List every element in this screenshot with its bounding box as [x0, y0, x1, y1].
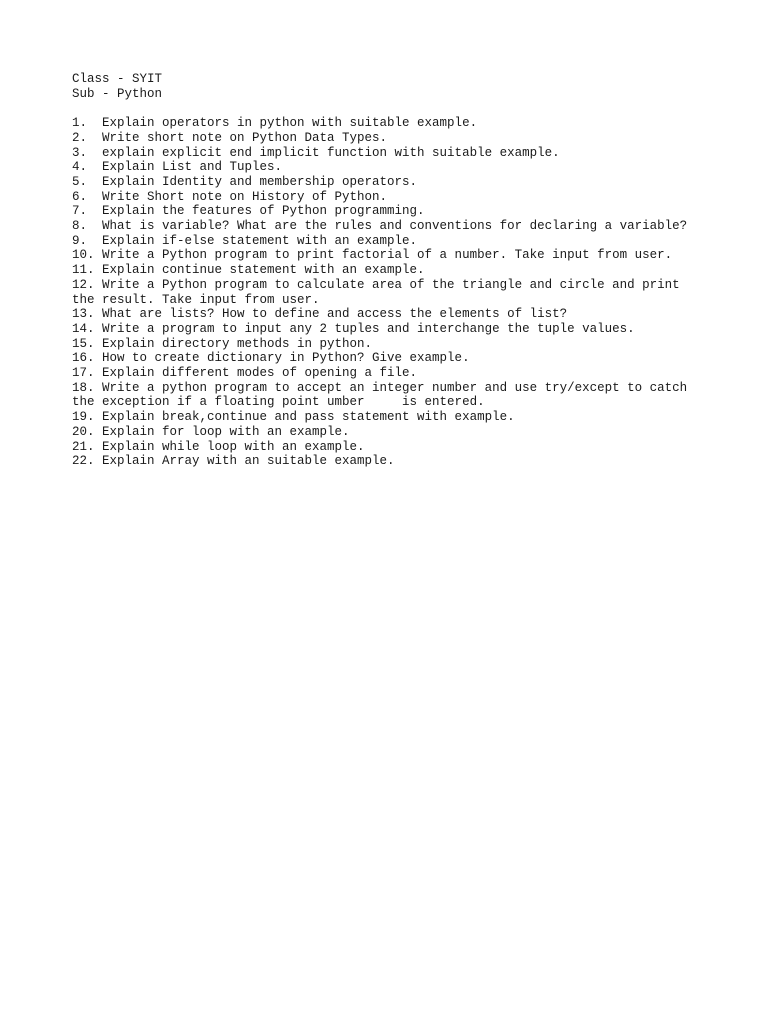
question-4: 4. Explain List and Tuples.: [72, 160, 283, 175]
question-13: 13. What are lists? How to define and access the elements of list?: [72, 307, 568, 322]
question-7: 7. Explain the features of Python programming.: [72, 204, 425, 219]
question-16: 16. How to create dictionary in Python? Give example.: [72, 351, 470, 366]
question-9: 9. Explain if-else statement with an example.: [72, 233, 418, 248]
question-17: 17. Explain different modes of opening a file.: [72, 366, 418, 381]
question-14: 14. Write a program to input any 2 tuples and interchange the tuple values.: [72, 321, 635, 336]
question-22: 22. Explain Array with an suitable example.: [72, 454, 395, 469]
question-18-continued: the exception if a floating point umber is entered.: [72, 395, 485, 410]
question-19: 19. Explain break,continue and pass statement with example.: [72, 410, 515, 425]
question-2: 2. Write short note on Python Data Types.: [72, 130, 388, 145]
document-page: [72, 72, 712, 469]
subject-label: Sub - Python: [72, 86, 163, 101]
question-10: 10. Write a Python program to print factorial of a number. Take input from user.: [72, 248, 673, 263]
question-12: 12. Write a Python program to calculate area of the triangle and circle and print: [72, 277, 680, 292]
question-20: 20. Explain for loop with an example.: [72, 424, 350, 439]
question-list: [72, 116, 712, 469]
question-18: 18. Write a python program to accept an integer number and use try/except to catch: [72, 380, 688, 395]
question-12-continued: the result. Take input from user.: [72, 292, 320, 307]
question-1: 1. Explain operators in python with suitable example.: [72, 116, 478, 131]
class-label: Class - SYIT: [72, 72, 163, 86]
question-3: 3. explain explicit end implicit function with suitable example.: [72, 145, 560, 160]
question-8: 8. What is variable? What are the rules and conventions for declaring a variable?: [72, 219, 688, 234]
question-5: 5. Explain Identity and membership operators.: [72, 174, 418, 189]
question-21: 21. Explain while loop with an example.: [72, 439, 365, 454]
question-6: 6. Write Short note on History of Python.: [72, 189, 388, 204]
blank-line: [72, 101, 712, 116]
question-15: 15. Explain directory methods in python.: [72, 336, 373, 351]
question-11: 11. Explain continue statement with an example.: [72, 263, 425, 278]
